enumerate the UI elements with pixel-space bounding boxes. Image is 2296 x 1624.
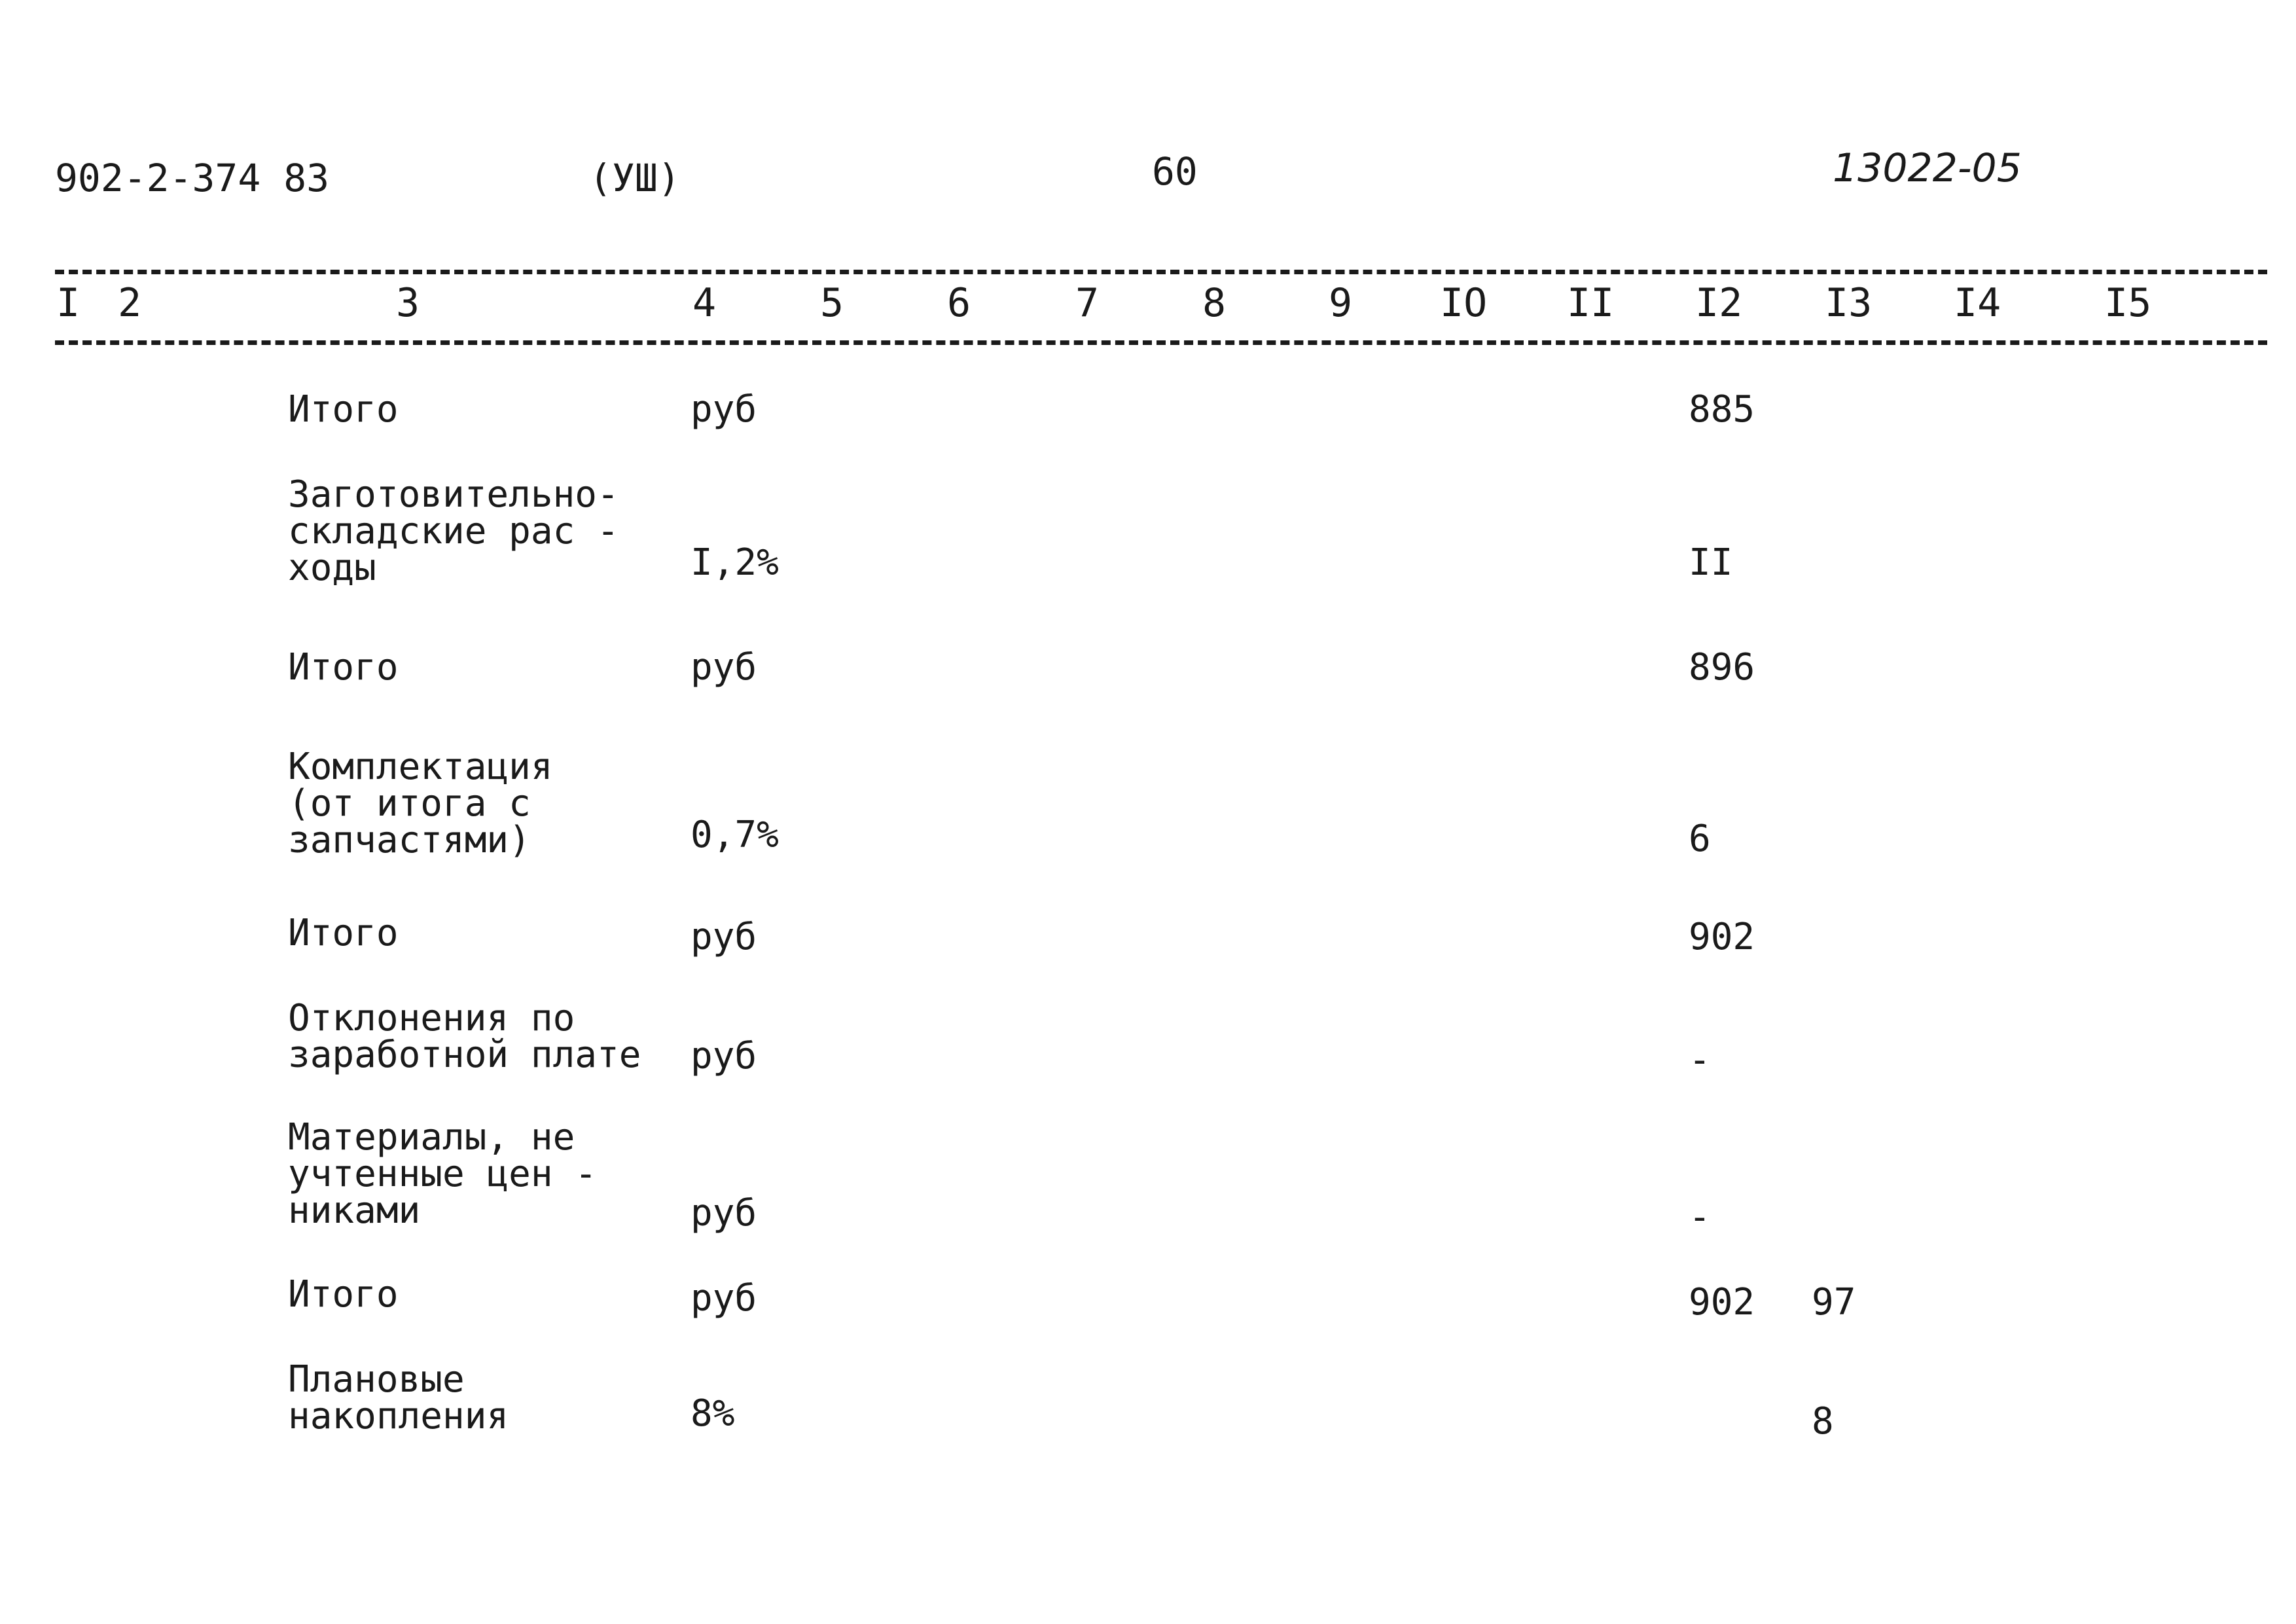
row-description: Итого xyxy=(288,1273,399,1316)
section-label: (УШ) xyxy=(589,156,681,200)
top-dashed-rule xyxy=(55,270,2267,274)
row-unit: I,2% xyxy=(691,541,779,584)
row-unit: руб xyxy=(691,1035,757,1077)
row-unit: руб xyxy=(691,388,757,431)
row-col12-value: 885 xyxy=(1689,388,1755,431)
page-number: 60 xyxy=(1152,149,1198,194)
row-col12-value: 902 xyxy=(1689,1281,1755,1324)
row-col12-value: II xyxy=(1689,541,1733,584)
col-num-1: I xyxy=(56,280,81,326)
row-description: Заготовительно- складские рас - ходы xyxy=(288,473,619,589)
col-num-10: IO xyxy=(1440,280,1488,326)
row-description: Итого xyxy=(288,912,399,954)
row-unit: руб xyxy=(691,1277,757,1320)
row-col12-value: 6 xyxy=(1689,818,1711,860)
row-col12-value: 902 xyxy=(1689,916,1755,958)
row-col12-value: - xyxy=(1689,1196,1711,1238)
col-num-8: 8 xyxy=(1202,280,1227,326)
row-unit: 8% xyxy=(691,1392,735,1435)
col-num-3: 3 xyxy=(396,280,420,326)
row-col13-value: 97 xyxy=(1812,1281,1856,1324)
col-num-9: 9 xyxy=(1329,280,1353,326)
row-description: Комплектация (от итога с запчастями) xyxy=(288,746,553,861)
row-col12-value: 896 xyxy=(1689,646,1755,689)
col-num-6: 6 xyxy=(947,280,971,326)
row-unit: руб xyxy=(691,1192,757,1235)
document-code: 902-2-374 83 xyxy=(55,156,330,200)
col-num-11: II xyxy=(1567,280,1615,326)
col-num-7: 7 xyxy=(1075,280,1100,326)
col-num-2: 2 xyxy=(118,280,142,326)
row-unit: руб xyxy=(691,646,757,689)
col-num-15: I5 xyxy=(2104,280,2152,326)
row-col13-value: 8 xyxy=(1812,1400,1834,1443)
col-num-12: I2 xyxy=(1695,280,1743,326)
row-description: Итого xyxy=(288,388,399,431)
row-description: Материалы, не учтенные цен - никами xyxy=(288,1116,598,1232)
row-unit: руб xyxy=(691,916,757,958)
col-num-5: 5 xyxy=(820,280,844,326)
col-num-13: I3 xyxy=(1825,280,1873,326)
col-num-14: I4 xyxy=(1954,280,2001,326)
col-num-4: 4 xyxy=(692,280,717,326)
handwritten-reference: 13022-05 xyxy=(1833,145,2022,191)
row-description: Плановые накопления xyxy=(288,1358,509,1437)
bottom-dashed-rule xyxy=(55,340,2267,345)
row-col12-value: - xyxy=(1689,1039,1711,1081)
row-description: Итого xyxy=(288,646,399,689)
row-description: Отклонения по заработной плате xyxy=(288,997,641,1076)
row-unit: 0,7% xyxy=(691,814,779,856)
